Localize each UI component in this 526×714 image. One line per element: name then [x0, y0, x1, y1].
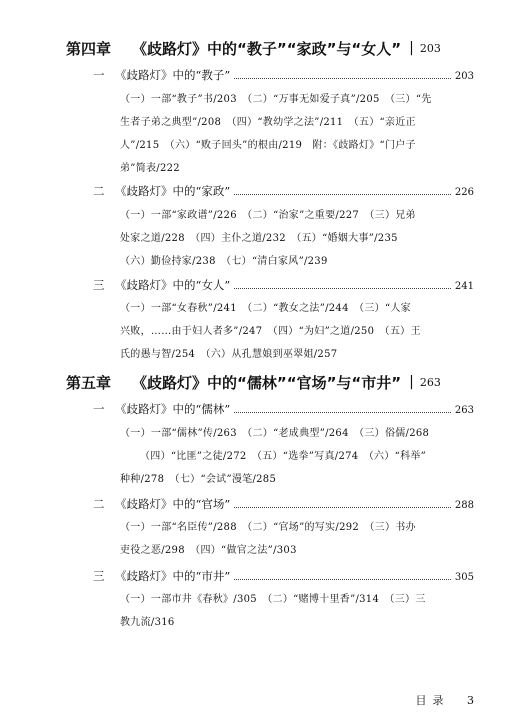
footer-label: 目录	[415, 694, 450, 707]
chapter-heading	[66, 37, 474, 59]
section-number: 一	[93, 68, 105, 82]
section-title: 《歧路灯》中的“家政”	[115, 184, 231, 198]
section-number: 二	[93, 184, 105, 198]
footer-page-number: 3	[467, 694, 474, 707]
chapter-page: 263	[419, 375, 441, 389]
dot-leader	[234, 184, 451, 195]
subsection-line: 处家之道/228 （四）主仆之道/232 （五）“婚姻大事”/235	[120, 233, 398, 244]
chapter-title: 《歧路灯》中的“教子”“家政”与“女人”	[132, 39, 402, 58]
section-page: 241	[454, 281, 474, 292]
section-entry	[93, 568, 474, 586]
subsection-line: （六）勤俭持家/238 （七）“清白家风”/239	[120, 256, 328, 267]
subsection-line: 兴败，……由于妇人者多”/247 （四）“为妇”之道/250 （五）王	[120, 326, 421, 337]
section-number: 三	[93, 278, 105, 292]
dot-leader	[234, 497, 451, 508]
subsection-line: （一）一部“名臣传”/288 （二）“官场”的写实/292 （三）书办	[120, 522, 416, 533]
section-number: 三	[93, 569, 105, 583]
subsection-line: 教九流/316	[120, 617, 175, 628]
section-page: 203	[454, 71, 474, 82]
dot-leader	[234, 569, 451, 580]
subsection-line: 弟”简表/222	[120, 163, 180, 174]
chapter-heading	[66, 371, 474, 393]
section-title: 《歧路灯》中的“市井”	[115, 569, 231, 583]
subsection-line: 生者子弟之典型”/208 （四）“教幼学之法”/211 （五）“亲近正	[120, 117, 416, 128]
subsection-line: 氏的愚与智/254 （六）从孔慧娘到巫翠姐/257	[120, 349, 338, 360]
chapter-title: 《歧路灯》中的“儒林”“官场”与“市井”	[132, 373, 402, 392]
section-page: 288	[454, 500, 474, 511]
section-title: 《歧路灯》中的“教子”	[115, 68, 231, 82]
chapter-divider: |	[409, 40, 414, 56]
section-page: 263	[454, 405, 474, 416]
section-title: 《歧路灯》中的“女人”	[115, 278, 231, 292]
subsection-line: （四）“比匪”之徒/272 （五）“选拳”写真/274 （六）“科举”	[140, 451, 427, 462]
subsection-line: （一）一部“女春秋”/241 （二）“教女之法”/244 （三）“人家	[120, 303, 411, 314]
chapter-number: 第五章	[66, 373, 112, 392]
chapter-page: 203	[419, 41, 441, 55]
dot-leader	[234, 402, 451, 413]
section-number: 二	[93, 497, 105, 511]
section-entry	[93, 277, 474, 295]
subsection-line: 吏役之恶/298 （四）“做官之法”/303	[120, 545, 297, 556]
subsection-line: （一）一部市井《春秋》/305 （二）“赌博十里香”/314 （三）三	[120, 594, 426, 605]
subsection-line: 种种/278 （七）“会试”漫笔/285	[120, 474, 277, 485]
chapter-number: 第四章	[66, 39, 112, 58]
section-entry	[93, 183, 474, 201]
chapter-divider: |	[409, 374, 414, 390]
subsection-line: （一）一部“儒林”传/263 （二）“老成典型”/264 （三）俗儒/268	[120, 428, 430, 439]
section-page: 226	[454, 187, 474, 198]
section-title: 《歧路灯》中的“儒林”	[115, 402, 231, 416]
section-entry	[93, 496, 474, 514]
dot-leader	[234, 68, 451, 79]
subsection-line: （一）一部“家政谱”/226 （二）“治家”之重要/227 （三）兄弟	[120, 210, 416, 221]
section-entry	[93, 67, 474, 85]
subsection-line: （一）一部“教子”书/203 （二）“万事无如爱子真”/205 （三）“先	[120, 94, 432, 105]
subsection-line: 人”/215 （六）“败子回头”的根由/219 附：《歧路灯》“门户子	[120, 140, 416, 151]
section-entry	[93, 401, 474, 419]
section-title: 《歧路灯》中的“官场”	[115, 497, 231, 511]
page-footer	[416, 692, 475, 708]
dot-leader	[234, 278, 451, 289]
section-page: 305	[454, 572, 474, 583]
section-number: 一	[93, 402, 105, 416]
